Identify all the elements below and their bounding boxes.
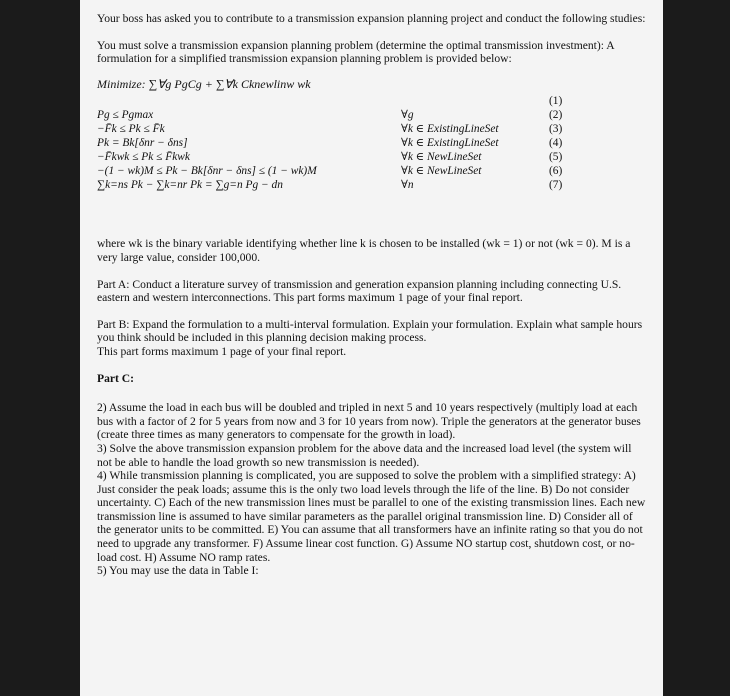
item-3-paragraph: 3) Solve the above transmission expansion problem for the above data and the increased load level (the system will not be able to handle the load growth so new transmission is needed). xyxy=(97,441,632,469)
equation-number: (6) xyxy=(549,165,563,178)
part-b-page-limit: This part forms maximum 1 page of your final report. xyxy=(97,344,347,358)
objective-function: Minimize: ∑∀g PgCg + ∑∀k Cknewlinw wk xyxy=(97,76,311,91)
part-b-paragraph: Part B: Expand the formulation to a multi-interval formulation. Explain your formulation. Explain what sample hours you think should be included in this planning decision making process. xyxy=(97,317,643,345)
equation-row-5 xyxy=(97,151,649,165)
equation-expression: −F̄kwk ≤ Pk ≤ F̄kwk xyxy=(97,151,190,164)
equation-expression: ∑k=ns Pk − ∑k=nr Pk = ∑g=n Pg − dn xyxy=(97,179,283,192)
equation-number: (7) xyxy=(549,179,563,192)
document-page xyxy=(80,0,663,696)
item-5-paragraph: 5) You may use the data in Table I: xyxy=(97,564,259,578)
equation-number: (5) xyxy=(549,151,563,164)
part-a-paragraph: Part A: Conduct a literature survey of transmission and generation expansion planning including connecting U.S. eastern and western interconnections. This part forms maximum 1 page of your final report. xyxy=(97,277,622,305)
item-4-paragraph: 4) While transmission planning is complicated, you are supposed to solve the problem with a simplified strategy: A) Just consider the peak loads; assume this is the only two load levels through the life of the line. B) Do not consider uncertainty. C) Each of the new transmission lines must be parallel to one of the existing transmission lines. Each new transmission line is assumed to have similar parameters as the parallel original transmission line. D) Consider all of the generator units to be committed. E) You can assume that all transformers have an infinite rating so that you do not need to upgrade any transformer. F) Assume linear cost function. G) Assume NO startup cost, shutdown cost, or no-load cost. H) Assume NO ramp rates. xyxy=(97,469,646,564)
equation-row-4 xyxy=(97,137,649,151)
constraints-block xyxy=(97,95,649,245)
equation-number: (3) xyxy=(549,123,563,136)
equation-number: (4) xyxy=(549,137,563,150)
equation-condition: ∀k ∈ ExistingLineSet xyxy=(401,137,499,150)
equation-condition: ∀n xyxy=(401,179,414,192)
equation-condition: ∀g xyxy=(401,109,414,122)
part-c-heading: Part C: xyxy=(97,371,135,385)
item-2-paragraph: 2) Assume the load in each bus will be doubled and tripled in next 5 and 10 years respectively (multiply load at each bus with a factor of 2 for 5 years from now and 3 for 10 years from now). Triple the generators at the generator buses (create three times as many generators to compensate for the growth in load). xyxy=(97,401,641,442)
equation-expression: −(1 − wk)M ≤ Pk − Bk[δnr − δns] ≤ (1 − wk)M xyxy=(97,165,317,178)
equation-expression: Pk = Bk[δnr − δns] xyxy=(97,137,188,150)
equation-row-3 xyxy=(97,123,649,137)
equation-row-7 xyxy=(97,179,649,193)
intro-paragraph: Your boss has asked you to contribute to a transmission expansion planning project and conduct the following studies: xyxy=(97,12,646,25)
equation-number: (2) xyxy=(549,109,563,122)
equation-number: (1) xyxy=(549,95,563,108)
equation-condition: ∀k ∈ NewLineSet xyxy=(401,151,482,164)
equation-row-6 xyxy=(97,165,649,179)
equation-condition: ∀k ∈ NewLineSet xyxy=(401,165,482,178)
equation-row-1 xyxy=(97,95,649,109)
equation-expression: Pg ≤ Pgmax xyxy=(97,109,154,122)
equation-condition: ∀k ∈ ExistingLineSet xyxy=(401,123,499,136)
task-paragraph: You must solve a transmission expansion planning problem (determine the optimal transmission investment): A formulation for a simplified transmission expansion planning problem is provided below: xyxy=(97,38,614,66)
equation-row-2 xyxy=(97,109,649,123)
where-paragraph: where wk is the binary variable identifying whether line k is chosen to be installed (wk = 1) or not (wk = 0). M is a very large value, consider 100,000. xyxy=(97,237,631,264)
equation-expression: −F̄k ≤ Pk ≤ F̄k xyxy=(97,123,165,136)
